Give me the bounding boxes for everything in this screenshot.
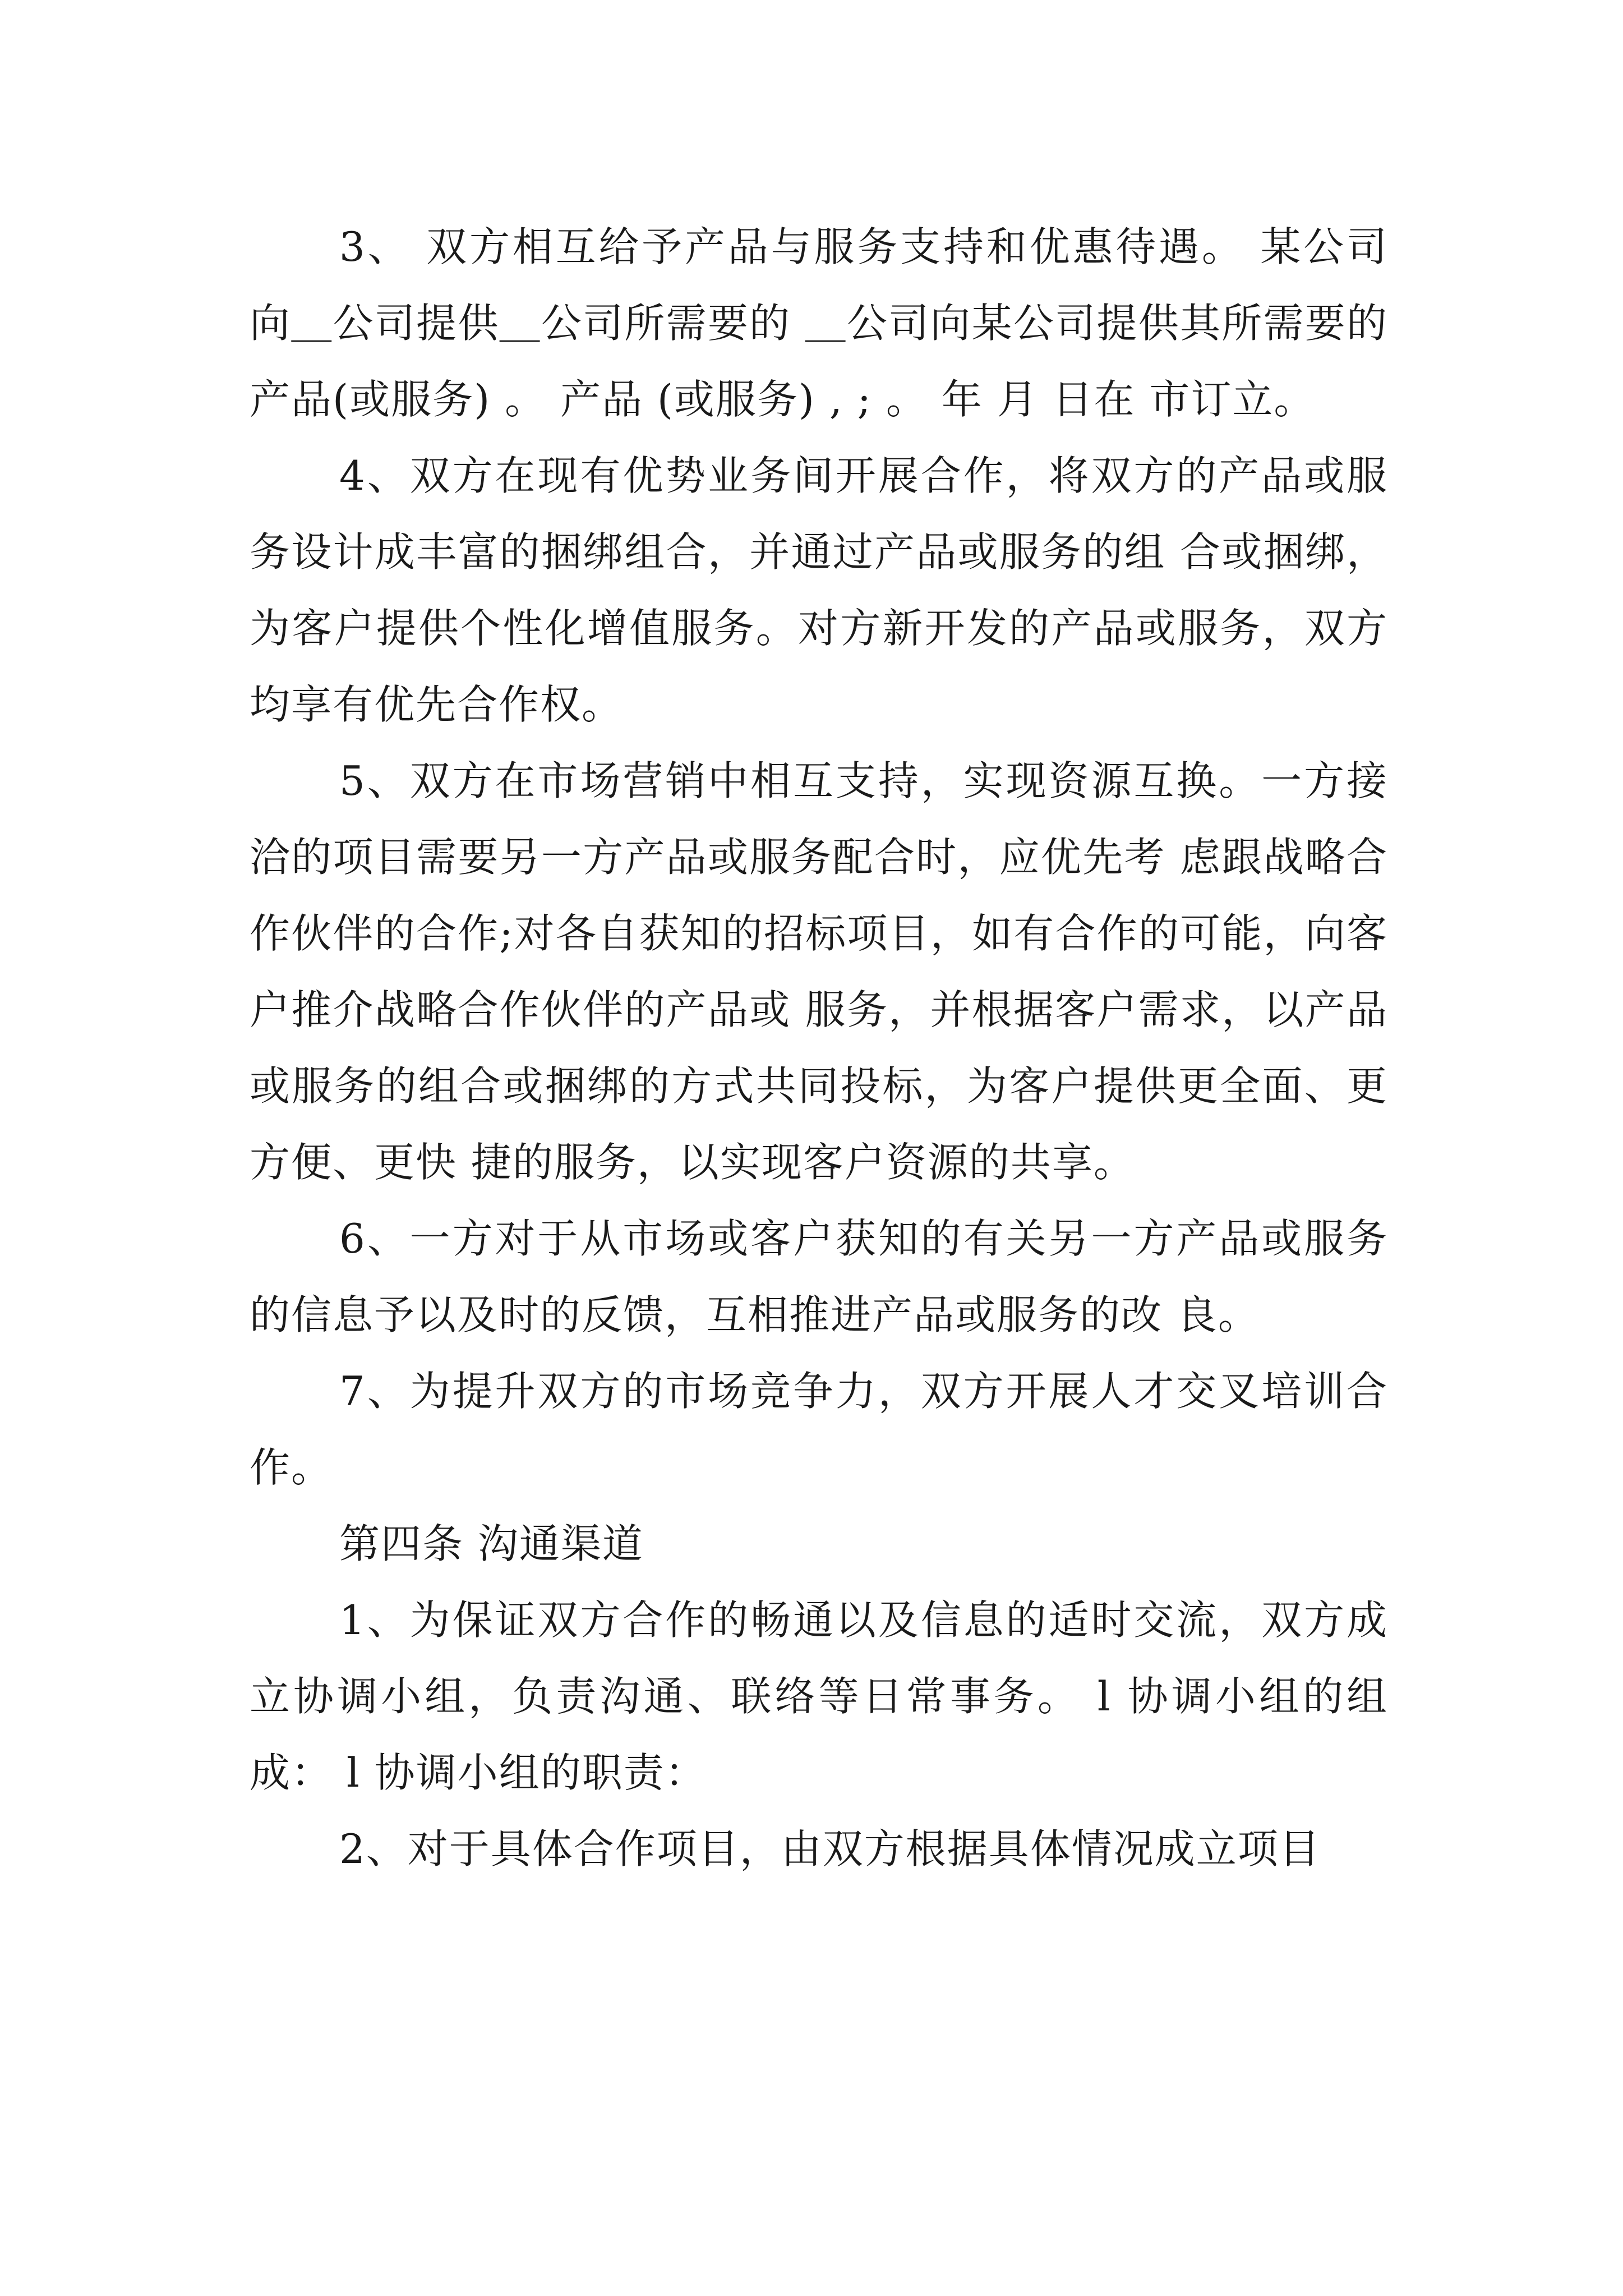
clause-5-paragraph: 5、双方在市场营销中相互支持，实现资源互换。一方接洽的项目需要另一方产品或服务配合时，应优先考 虑跟战略合作伙伴的合作;对各自获知的招标项目，如有合作的可能，向客户推介战略合作伙伴的产品或 服务，并根据客户需求，以产品或服务的组合或捆绑的方式共同投标，为客户提供更全面、更方便、更快 捷的服务，以实现客户资源的共享。 xyxy=(250,757,1388,1186)
article-4-clause-1-paragraph: 1、为保证双方合作的畅通以及信息的适时交流，双方成立协调小组，负责沟通、联络等日常事务。 l 协调小组的组成： l 协调小组的职责： xyxy=(250,1596,1388,1796)
article-4-clause-2-paragraph: 2、对于具体合作项目，由双方根据具体情况成立项目 xyxy=(339,1825,1321,1872)
article-4-heading: 第四条 沟通渠道 xyxy=(339,1520,644,1567)
clause-3-paragraph: 3、 双方相互给予产品与服务支持和优惠待遇。 某公司向＿公司提供＿公司所需要的 ＿公司向某公司提供其所需要的 产品(或服务) 。 产品 (或服务) , ; 。 年 月 日在 市订立。 xyxy=(250,223,1388,423)
clause-7-paragraph: 7、为提升双方的市场竞争力，双方开展人才交叉培训合作。 xyxy=(250,1368,1388,1491)
clause-6-paragraph: 6、一方对于从市场或客户获知的有关另一方产品或服务的信息予以及时的反馈，互相推进产品或服务的改 良。 xyxy=(250,1215,1388,1338)
document-body xyxy=(250,209,1388,1887)
clause-4-paragraph: 4、双方在现有优势业务间开展合作，将双方的产品或服务设计成丰富的捆绑组合，并通过产品或服务的组 合或捆绑，为客户提供个性化增值服务。对方新开发的产品或服务，双方均享有优先合作权。 xyxy=(250,452,1388,728)
